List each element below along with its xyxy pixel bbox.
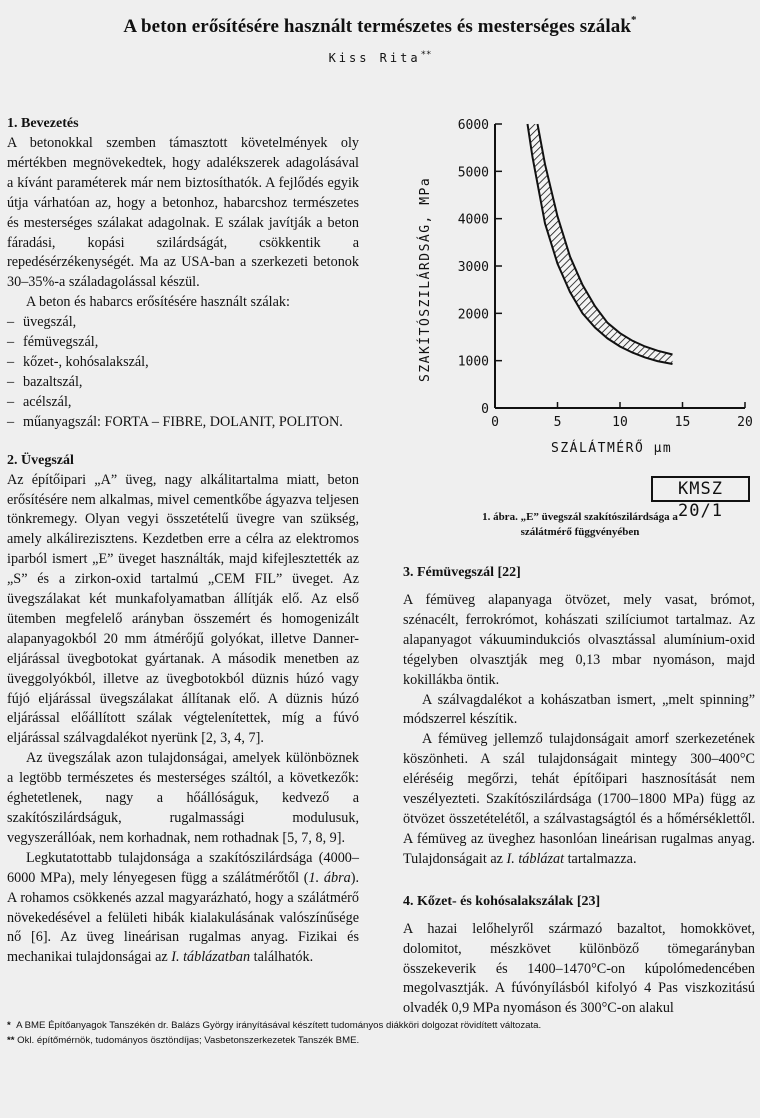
paragraph: A hazai lelőhelyről származó bazaltot, homokkövet, dolomitot, mészkövet különböző tömegarányban összekeverik és 1400–1470°C-on kúpolómedencében megolvasztják. A fúvónyílásból kifolyó 4 Pas viszkozitású olvadék 0,9 MPa nyomáson és 300°C-on alakul (403, 920, 755, 1017)
paragraph: Az építőipari „A” üveg, nagy alkálitartalma miatt, beton erősítésére nem alkalmas, mivel cementkőbe ágyazva teljesen tönkremegy. Olyan vegyi összetételű üvegre van szükség, amely alkálirezisztens. Kezdetben erre a célra az elektromos iparból ismert „E” üveget használták, majd kifejlesztették az „S” és a zirkon-oxid tartalmú „CEM FIL” üveget. Az üvegszálakat két munkafolyamatban állítják elő. Az első ütemben megfelelő arányban összemért és homogenizált alapanyagokból 20 mm átmérőjű golyókat, illetve Danner-eljárással üvegbotokat gyártanak. A második menetben az üveggolyókból, illetve az üvegbotokból düznis húzó vagy fújó eljárással üvegszálakat állítanak elő. A düznis húzó eljárással előállított szálak végtelenítettek, míg a fúvó eljárással szálvagdalékot nyerünk [2, 3, 4, 7]. (7, 471, 359, 747)
title-footnote-mark: * (631, 14, 637, 26)
right-column (403, 563, 755, 1019)
fiber-list (7, 313, 359, 432)
chart-axes (495, 124, 745, 408)
y-tick-label: 4000 (457, 212, 489, 228)
x-tick-label: 5 (553, 415, 562, 430)
footnote-mark: ** (7, 1035, 15, 1046)
paragraph: A beton és habarcs erősítésére használt szálak: (26, 294, 290, 311)
paragraph: Az üvegszálak azon tulajdonságai, amelyek különböznek a legtöbb természetes és mesterséges száltól, a következők: éghetetlenek, nagy a hőállóságuk, kedvező a szakítószilárdságuk, rugalmassági modulusuk, vegyszerállóak, nem korhadnak, nem rothadnak [5, 7, 8, 9]. (7, 750, 359, 846)
footnote-text: Okl. építőmérnök, tudományos ösztöndíjas; Vasbetonszerkezetek Tanszék BME. (17, 1035, 360, 1046)
caption-line: 1. ábra. „E” üvegszál szakítószilárdsága a (482, 511, 678, 523)
author-line (0, 50, 760, 65)
list-item: – műanyagszál: FORTA – FIBRE, DOLANIT, POLITON. (7, 413, 359, 433)
y-tick-label: 5000 (457, 165, 489, 181)
footnote (7, 1018, 755, 1033)
paragraph: A fémüveg alapanyaga ötvözet, mely vasat, brómot, szénacélt, ferrokrómot, kohászati szilíciumot tartalmaz. Az alapanyagot vákuumindukciós olvasztással alumínium-oxid tégelyben olvasztják meg 0,13 mbar nyomáson, majd kokillákba öntik. (403, 592, 755, 688)
strength-band-area (528, 124, 673, 364)
y-tick-label: 1000 (457, 354, 489, 370)
y-tick-label: 0 (481, 402, 489, 417)
left-column (7, 114, 359, 968)
strength-chart (405, 112, 755, 502)
figure-stamp: KMSZ 20/1 (651, 476, 750, 502)
y-axis-label: SZAKÍTÓSZILÁRDSÁG, MPa (418, 176, 433, 382)
table-reference: I. táblázatban (171, 949, 251, 966)
list-item: – kőzet-, kohósalakszál, (7, 353, 359, 373)
paragraph (403, 730, 755, 869)
author-name: Kiss Rita (328, 51, 421, 65)
x-tick-label: 10 (612, 415, 628, 430)
text-run: ). A rohamos csökkenés azzal magyarázható, hogy a szálátmérő növekedésével a felületi hibák kialakulásának valószínűsége nő [6]. Az üveg lineárisan rugalmas anyag. Fizikai és mechanikai tulajdonságai az (7, 869, 360, 966)
x-tick-label: 0 (491, 415, 499, 430)
figure-caption (420, 510, 740, 540)
text-run: A fémüveg jellemző tulajdonságait amorf szerkezetének köszönheti. A szál tulajdonságait mintegy 300–400°C eléréséig megőrzi, tehát építőipari hasznosítását nem veszélyezteti. Szakítószilárdsága (1700–1800 MPa) függ az ötvözet összetételétől, a szálvastagságtól és a hőmérséklettől. A fémüveg az üveghez hasonlóan lineárisan rugalmas anyag. Tulajdonságait az (403, 731, 755, 867)
footnote (7, 1033, 755, 1048)
x-tick-label: 15 (674, 415, 691, 430)
paragraph: A szálvagdalékot a kohászatban ismert, „melt spinning” módszerrel készítik. (403, 691, 755, 728)
list-item: – fémüvegszál, (7, 333, 359, 353)
chart-band (528, 124, 673, 364)
paragraph: A betonokkal szemben támasztott követelmények oly mértékben megnövekedtek, hogy adalékszerek adagolásával a kívánt paraméterek már nem biztosíthatók. A fejlődés egyik útja várhatóan az, hogy a betonhoz, habarcshoz természetes és mesterséges szálakat adagolnak. E szálak javítják a beton fáradási, kopási szilárdságát, csökkentik a repedésérzékenységét. Ma az USA-ban a szerkezeti betonok 30–35%-a száladagolással készül. (7, 135, 359, 291)
article-title (0, 16, 760, 38)
table-reference: I. táblázat (506, 850, 565, 867)
section-heading-rock-slag-fiber: 4. Kőzet- és kohósalakszálak [23] (403, 893, 601, 909)
y-tick-label: 2000 (457, 307, 489, 323)
y-tick-label: 3000 (457, 260, 489, 275)
section-heading-metallic-glass: 3. Fémüvegszál [22] (403, 565, 521, 580)
text-run: tartalmazza. (564, 850, 637, 867)
footnote-mark: * (7, 1020, 11, 1031)
paragraph (7, 849, 359, 968)
text-run: Legkutatottabb tulajdonsága a szakítószilárdsága (4000–6000 MPa), mely lényegesen függ a szálátmérőtől ( (7, 849, 359, 886)
list-item: – bazaltszál, (7, 373, 359, 393)
author-footnote-mark: ** (420, 50, 432, 60)
caption-line: szálátmérő függvényében (520, 526, 640, 538)
section-heading-introduction: 1. Bevezetés (7, 116, 79, 131)
text-run: találhatók. (250, 949, 314, 966)
x-tick-label: 20 (737, 415, 753, 430)
footnote-text: A BME Építőanyagok Tanszékén dr. Balázs György irányításával készített tudományos diákköri dolgozat rövidített változata. (16, 1020, 542, 1031)
y-tick-label: 6000 (457, 118, 489, 133)
x-axis-label: SZÁLÁTMÉRŐ µm (551, 441, 673, 456)
list-item: – acélszál, (7, 393, 359, 413)
section-heading-glass-fiber: 2. Üvegszál (7, 452, 74, 468)
list-item: – üvegszál, (7, 313, 359, 333)
figure-reference: 1. ábra (308, 869, 351, 886)
chart-ticks (458, 118, 753, 430)
footnotes (7, 1018, 755, 1048)
title-text: A beton erősítésére használt természetes és mesterséges szálak (123, 16, 631, 37)
